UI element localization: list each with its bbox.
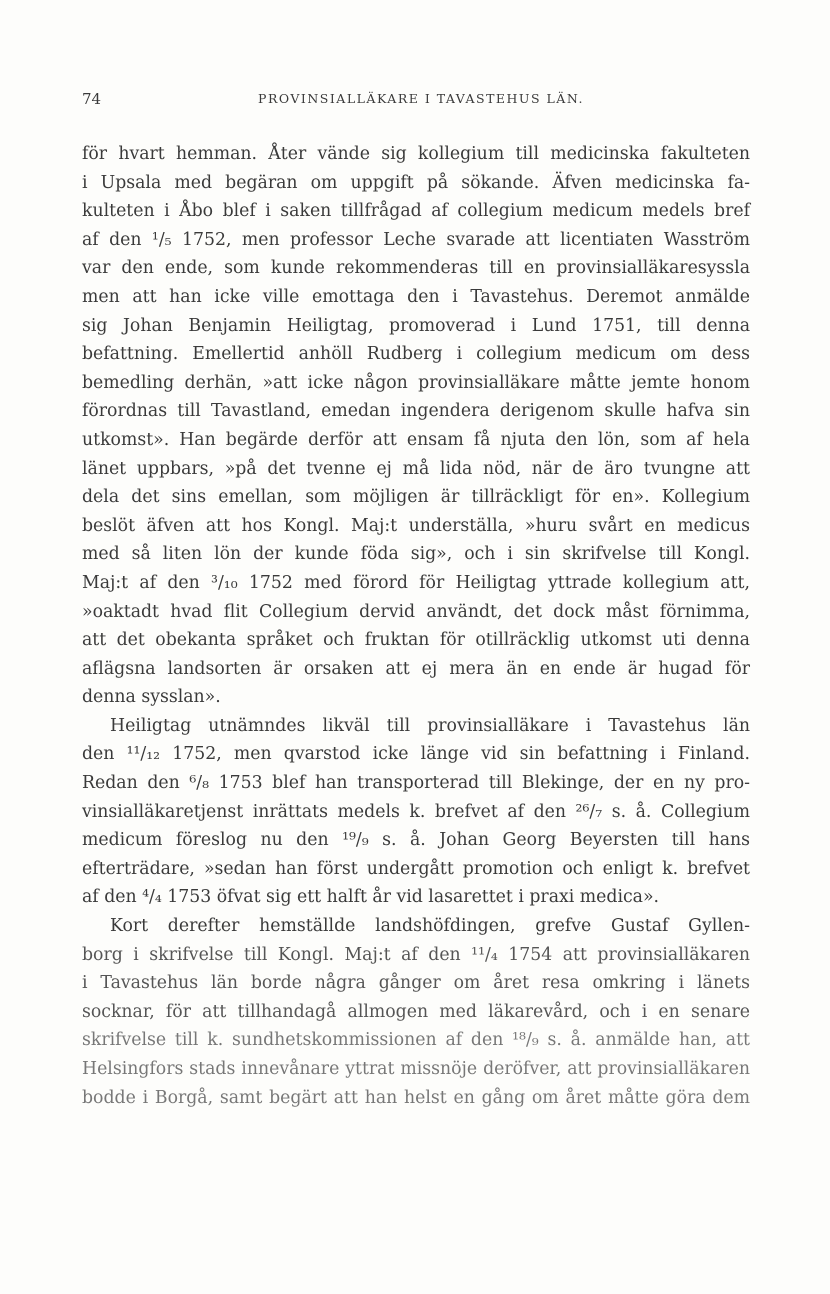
text-line: Maj:t af den ³/₁₀ 1752 med förord för Heiligtag yttrade kollegium att, <box>82 572 750 593</box>
text-line: aflägsna landsorten är orsaken att ej mera än en ende är hugad för <box>82 658 750 679</box>
text-line: kulteten i Åbo blef i saken tillfrågad af collegium medicum medels bref <box>82 201 750 222</box>
page-number: 74 <box>82 90 102 108</box>
text-line: för hvart hemman. Åter vände sig kollegium till medicinska fakulteten <box>82 144 750 164</box>
text-line: i Tavastehus län borde några gånger om året resa omkring i länets <box>82 973 750 994</box>
text-line: sig Johan Benjamin Heiligtag, promoverad i Lund 1751, till denna <box>82 315 750 336</box>
text-line: skrifvelse till k. sundhetskommissionen af den ¹⁸/₉ s. å. anmälde han, att <box>82 1030 750 1051</box>
text-line: med så liten lön der kunde föda sig», och i sin skrifvelse till Kongl. <box>82 544 750 565</box>
paragraph-end-line: af den ⁴/₄ 1753 öfvat sig ett halft år vid lasarettet i praxi medica». <box>82 887 660 908</box>
text-line: befattning. Emellertid anhöll Rudberg i collegium medicum om dess <box>82 344 750 365</box>
text-line: vinsialläkaretjenst inrättats medels k. brefvet af den ²⁶/₇ s. å. Collegium <box>82 801 750 822</box>
text-line: i Upsala med begäran om uppgift på sökande. Äfven medicinska fa- <box>82 172 750 193</box>
text-line: Helsingfors stads innevånare yttrat missnöje deröfver, att provinsialläkaren <box>82 1059 750 1079</box>
text-line: länet uppbars, »på det tvenne ej må lida nöd, när de äro tvungne att <box>82 458 750 479</box>
paragraph-start-line: Heiligtag utnämndes likväl till provinsialläkare i Tavastehus län <box>110 715 750 736</box>
text-line: af den ¹/₅ 1752, men professor Leche svarade att licentiaten Wasström <box>82 229 750 250</box>
text-line: borg i skrifvelse till Kongl. Maj:t af den ¹¹/₄ 1754 att provinsialläkaren <box>82 944 750 965</box>
paragraph-end-line: denna sysslan». <box>82 687 221 708</box>
text-line: men att han icke ville emottaga den i Tavastehus. Deremot anmälde <box>82 286 750 307</box>
text-line: att det obekanta språket och fruktan för otillräcklig utkomst uti denna <box>82 630 750 651</box>
text-line: utkomst». Han begärde derför att ensam få njuta den lön, som af hela <box>82 429 750 450</box>
text-line: dela det sins emellan, som möjligen är tillräckligt för en». Kollegium <box>82 487 750 508</box>
text-line: förordnas till Tavastland, emedan ingendera derigenom skulle hafva sin <box>82 401 750 422</box>
paragraph-start-line: Kort derefter hemställde landshöfdingen, grefve Gustaf Gyllen- <box>110 916 750 937</box>
text-line: Redan den ⁶/₈ 1753 blef han transporterad till Blekinge, der en ny pro- <box>82 773 750 794</box>
text-line: den ¹¹/₁₂ 1752, men qvarstod icke länge vid sin befattning i Finland. <box>82 744 750 765</box>
text-line: socknar, för att tillhandagå allmogen med läkarevård, och i en senare <box>82 1001 750 1022</box>
text-line: »oaktadt hvad flit Collegium dervid användt, det dock måst förnimma, <box>82 601 750 622</box>
body-text <box>82 140 750 1112</box>
text-line: bemedling derhän, »att icke någon provinsialläkare måtte jemte honom <box>82 372 750 393</box>
text-line: efterträdare, »sedan han först undergått promotion och enligt k. brefvet <box>82 858 750 879</box>
running-title: PROVINSIALLÄKARE I TAVASTEHUS LÄN. <box>258 91 584 106</box>
text-line: var den ende, som kunde rekommenderas till en provinsialläkaresyssla <box>82 258 750 279</box>
text-line: beslöt äfven att hos Kongl. Maj:t underställa, »huru svårt en medicus <box>82 515 750 536</box>
page-header <box>82 90 760 110</box>
text-line: bodde i Borgå, samt begärt att han helst en gång om året måtte göra dem <box>82 1087 750 1108</box>
text-line: medicum föreslog nu den ¹⁹/₉ s. å. Johan Georg Beyersten till hans <box>82 830 750 851</box>
